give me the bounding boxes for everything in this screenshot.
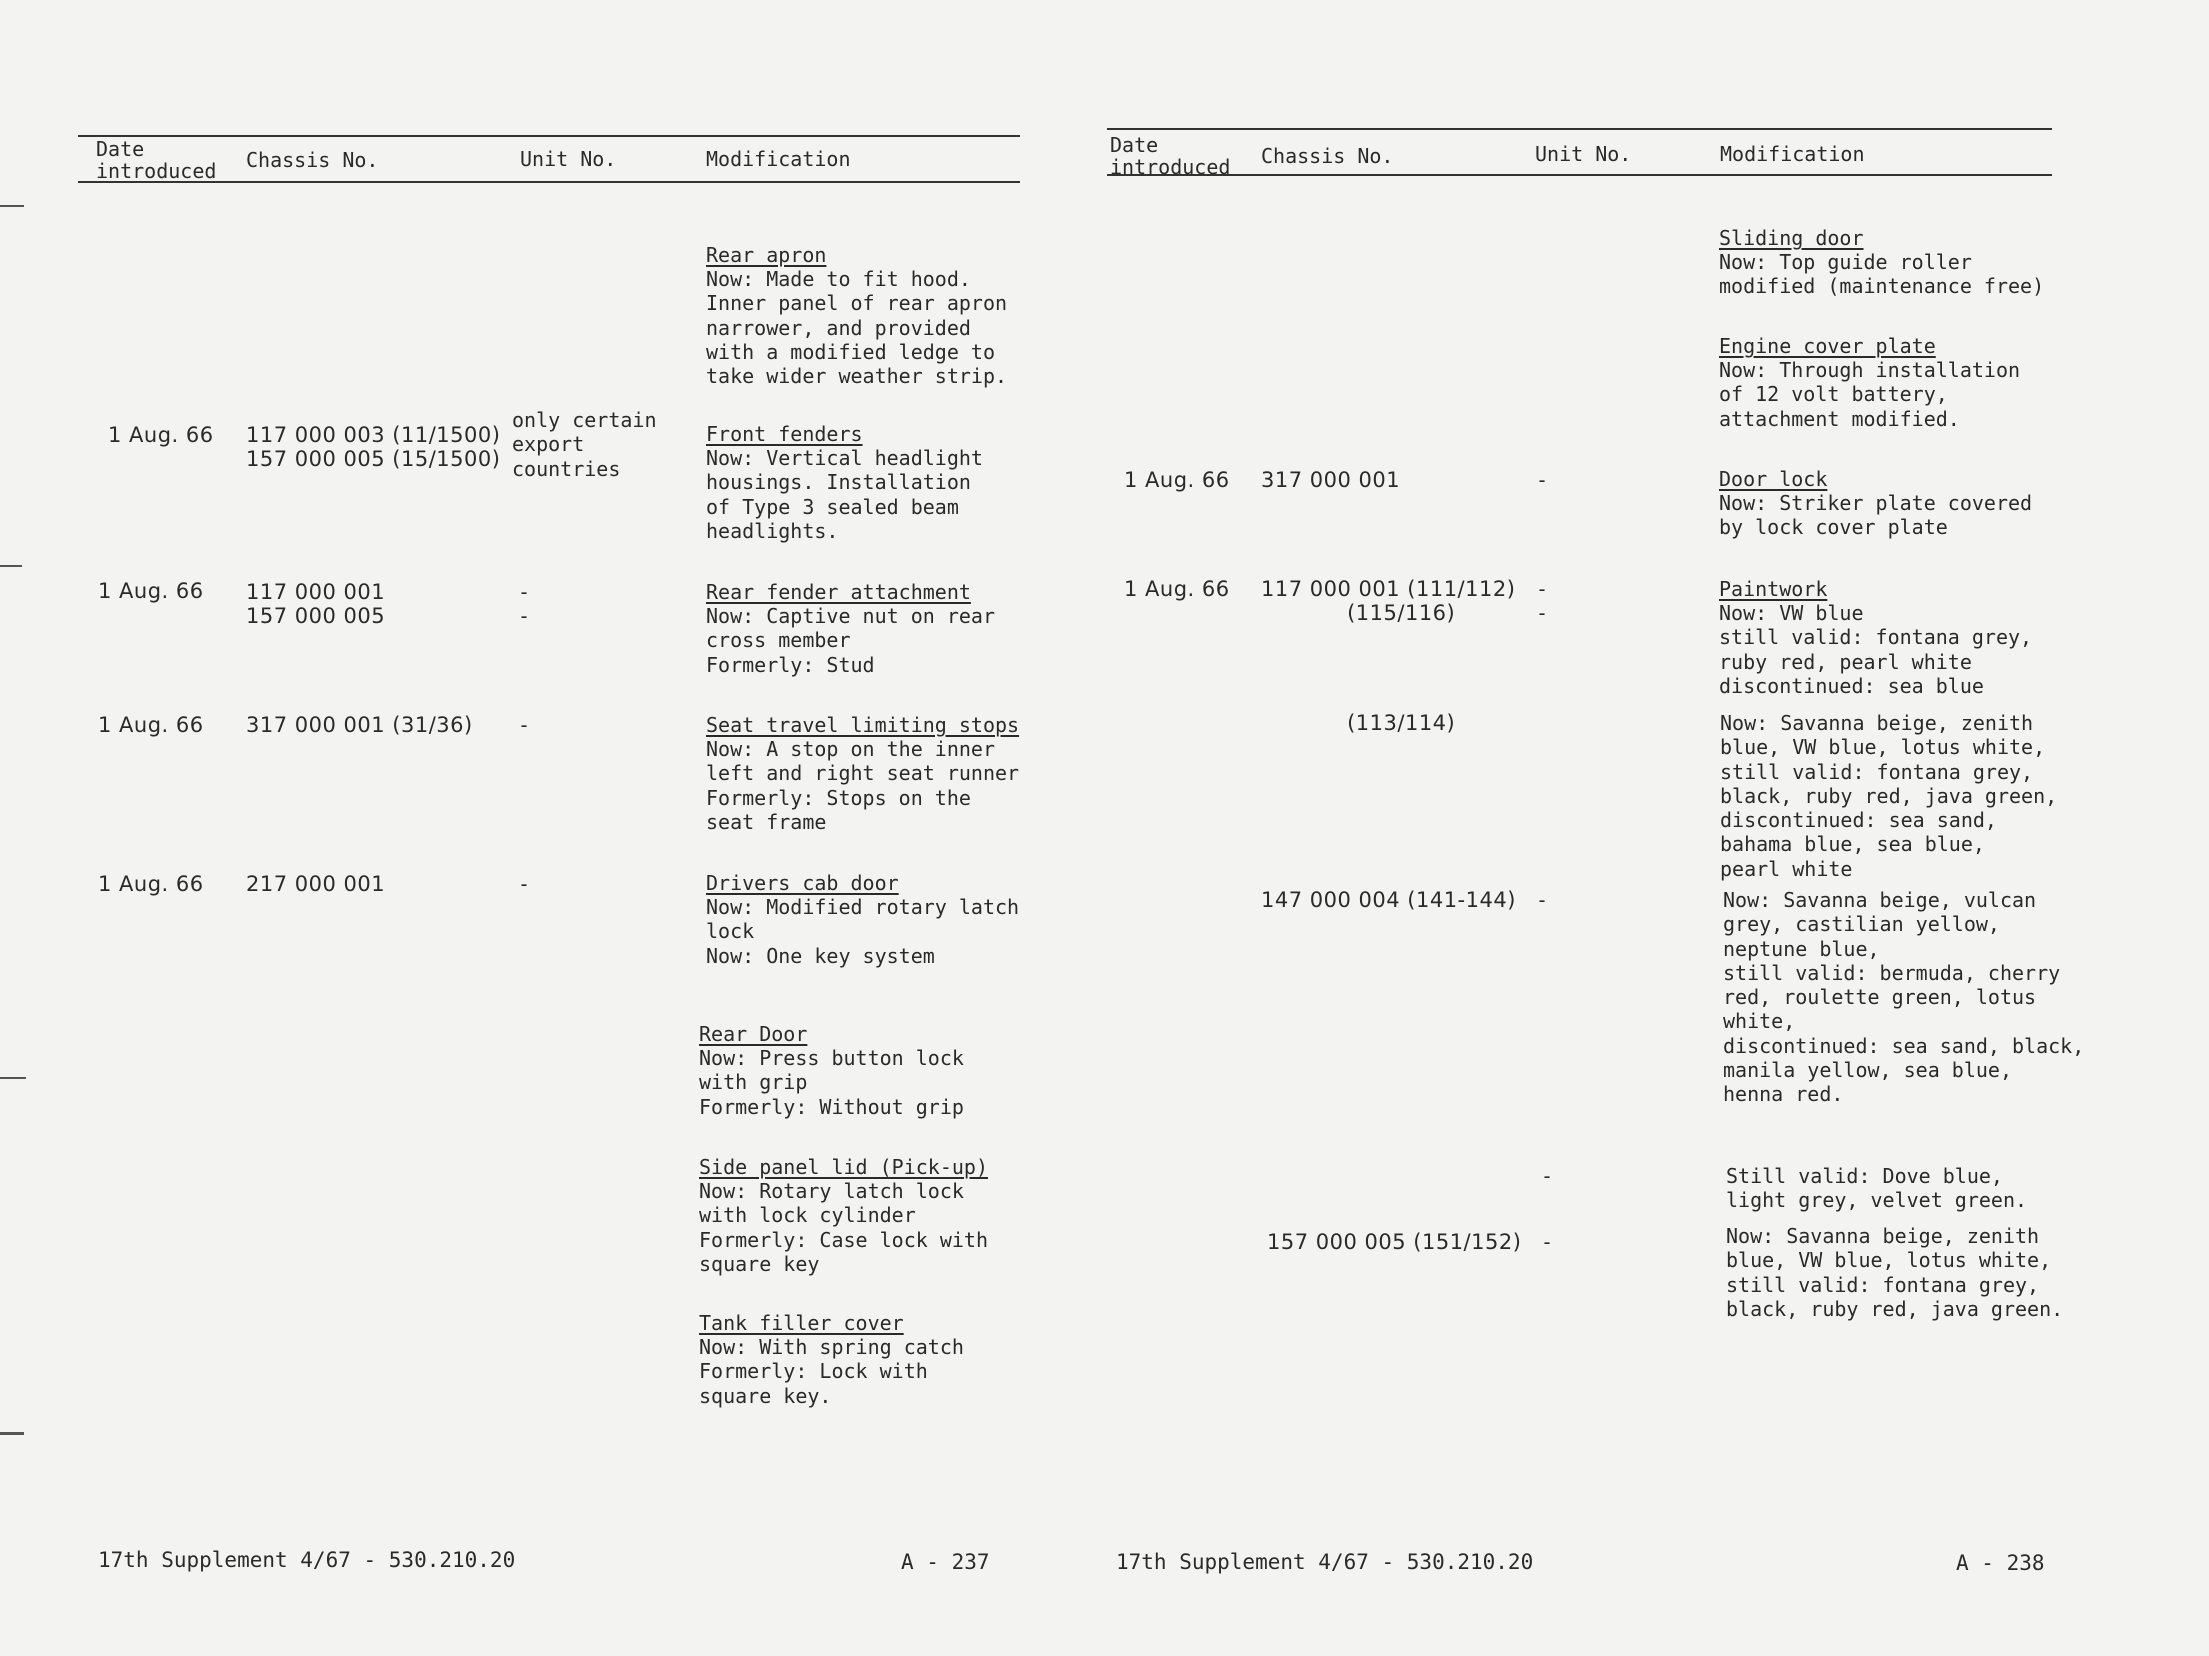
footer-page-number: A - 238 xyxy=(1956,1551,2045,1575)
header-top-rule xyxy=(78,135,1020,137)
row-chassis: 117 000 001 157 000 005 xyxy=(246,580,386,629)
row-unit: only certain export countries xyxy=(512,408,657,481)
row-unit: - xyxy=(1541,1164,1554,1188)
mod-text-rear-fender-attachment: Now: Captive nut on rear cross member Formerly: Stud xyxy=(706,604,995,677)
row-chassis: 317 000 001 (31/36) xyxy=(246,713,473,737)
binding-mark xyxy=(0,565,22,567)
row-date: 1 Aug. 66 xyxy=(108,423,214,447)
header-date: Date introduced xyxy=(1110,133,1231,179)
mod-title-rear-door: Rear Door xyxy=(699,1022,808,1046)
mod-text-sliding-door: Now: Top guide roller modified (maintenance free) xyxy=(1719,250,2045,299)
row-unit: - - xyxy=(518,580,531,629)
mod-text-door-lock: Now: Striker plate covered by lock cover plate xyxy=(1719,491,2033,540)
header-bottom-rule xyxy=(1107,174,2052,176)
mod-title-door-lock: Door lock xyxy=(1719,467,1828,491)
mod-title-seat-travel-limiting-stops: Seat travel limiting stops xyxy=(706,713,1020,737)
mod-title-paintwork: Paintwork xyxy=(1719,577,1828,601)
header-modification: Modification xyxy=(706,147,851,171)
row-chassis: (113/114) xyxy=(1261,711,1456,735)
right-page xyxy=(1104,0,2209,1656)
header-bottom-rule xyxy=(78,181,1020,183)
row-chassis: 117 000 003 (11/1500) 157 000 005 (15/1500) xyxy=(246,423,501,472)
binding-mark xyxy=(0,1432,24,1435)
mod-title-rear-fender-attachment: Rear fender attachment xyxy=(706,580,971,604)
mod-title-drivers-cab-door: Drivers cab door xyxy=(706,871,899,895)
row-date: 1 Aug. 66 xyxy=(98,579,204,603)
mod-text-paintwork-151-152: Now: Savanna beige, zenith blue, VW blue, lotus white, still valid: fontana grey, black, ruby red, java green. xyxy=(1726,1224,2064,1321)
header-unit: Unit No. xyxy=(1535,142,1632,166)
mod-text-rear-door: Now: Press button lock with grip Formerly: Without grip xyxy=(699,1046,964,1119)
mod-text-front-fenders: Now: Vertical headlight housings. Installation of Type 3 sealed beam headlights. xyxy=(706,446,983,543)
row-unit: - xyxy=(518,713,531,737)
mod-title-rear-apron: Rear apron xyxy=(706,243,827,267)
mod-title-engine-cover-plate: Engine cover plate xyxy=(1719,334,1936,358)
row-chassis: 317 000 001 xyxy=(1261,468,1401,492)
row-date: 1 Aug. 66 xyxy=(98,713,204,737)
left-page xyxy=(0,0,1104,1656)
row-unit: - xyxy=(518,872,531,896)
header-date: Date introduced xyxy=(96,137,217,183)
mod-title-front-fenders: Front fenders xyxy=(706,422,863,446)
mod-text-paintwork-141-144: Now: Savanna beige, vulcan grey, castilian yellow, neptune blue, still valid: bermuda, cherry red, roulette green, lotus white, discontinued: sea sand, black, manila yellow, sea blue, henna red. xyxy=(1723,888,2085,1107)
mod-text-still-valid-dove-blue: Still valid: Dove blue, light grey, velvet green. xyxy=(1726,1164,2028,1213)
row-unit: - xyxy=(1541,1230,1554,1254)
binding-mark xyxy=(0,205,24,207)
row-date: 1 Aug. 66 xyxy=(98,872,204,896)
binding-mark xyxy=(0,1077,26,1079)
row-date: 1 Aug. 66 xyxy=(1124,468,1230,492)
row-unit: - xyxy=(1536,888,1549,912)
footer-page-number: A - 237 xyxy=(901,1550,990,1574)
footer-supplement: 17th Supplement 4/67 - 530.210.20 xyxy=(98,1548,516,1572)
mod-text-seat-travel-limiting-stops: Now: A stop on the inner left and right seat runner Formerly: Stops on the seat frame xyxy=(706,737,1020,834)
mod-text-engine-cover-plate: Now: Through installation of 12 volt battery, attachment modified. xyxy=(1719,358,2021,431)
header-chassis: Chassis No. xyxy=(1261,144,1394,168)
header-chassis: Chassis No. xyxy=(246,148,379,172)
header-unit: Unit No. xyxy=(520,147,617,171)
header-modification: Modification xyxy=(1720,142,1865,166)
mod-text-paintwork-113-114: Now: Savanna beige, zenith blue, VW blue, lotus white, still valid: fontana grey, black, ruby red, java green, discontinued: sea sand, bahama blue, sea blue, pearl white xyxy=(1720,711,2058,881)
row-unit: - - xyxy=(1536,577,1549,626)
row-chassis: 217 000 001 xyxy=(246,872,386,896)
mod-title-tank-filler-cover: Tank filler cover xyxy=(699,1311,904,1335)
mod-text-paintwork: Now: VW blue still valid: fontana grey, ruby red, pearl white discontinued: sea blue xyxy=(1719,601,2033,698)
row-date: 1 Aug. 66 xyxy=(1124,577,1230,601)
row-chassis: 147 000 004 (141-144) xyxy=(1261,888,1516,912)
mod-text-side-panel-lid: Now: Rotary latch lock with lock cylinder Formerly: Case lock with square key xyxy=(699,1179,988,1276)
header-top-rule xyxy=(1107,128,2052,130)
mod-title-sliding-door: Sliding door xyxy=(1719,226,1864,250)
row-chassis: 157 000 005 (151/152) xyxy=(1267,1230,1522,1254)
mod-text-drivers-cab-door: Now: Modified rotary latch lock Now: One key system xyxy=(706,895,1020,968)
mod-text-tank-filler-cover: Now: With spring catch Formerly: Lock with square key. xyxy=(699,1335,964,1408)
mod-title-side-panel-lid: Side panel lid (Pick-up) xyxy=(699,1155,988,1179)
mod-text-rear-apron: Now: Made to fit hood. Inner panel of rear apron narrower, and provided with a modified ledge to take wider weather strip. xyxy=(706,267,1008,389)
row-unit: - xyxy=(1536,468,1549,492)
footer-supplement: 17th Supplement 4/67 - 530.210.20 xyxy=(1116,1550,1534,1574)
row-chassis: 117 000 001 (111/112) (115/116) xyxy=(1261,577,1516,626)
